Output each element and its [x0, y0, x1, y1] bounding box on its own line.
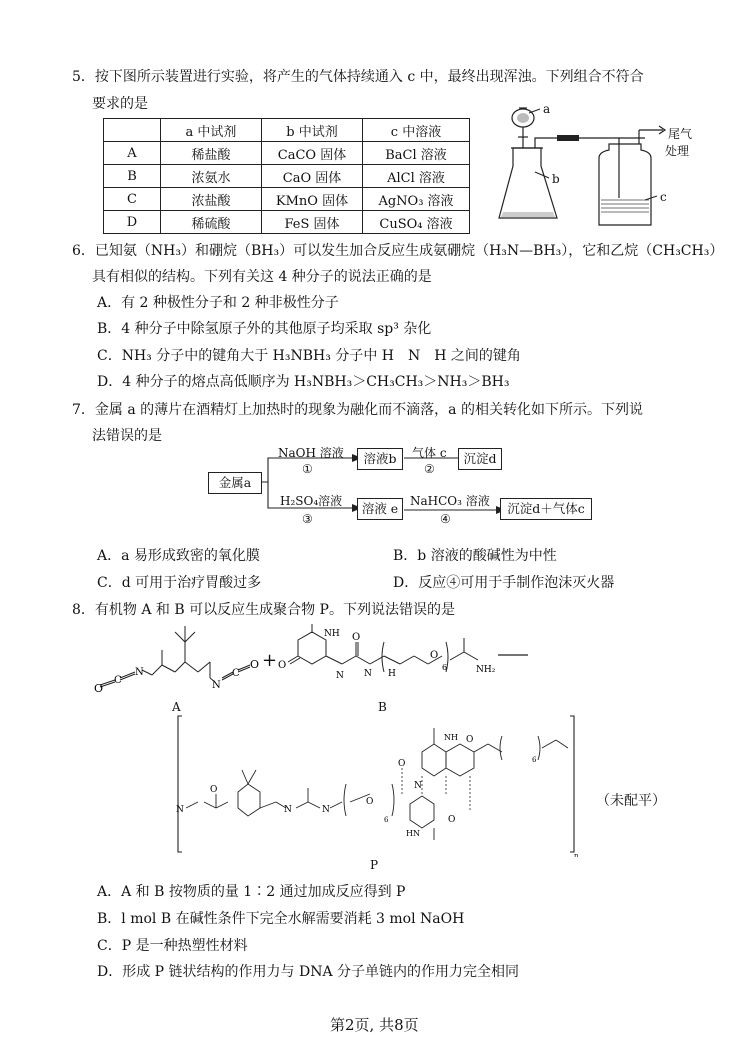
- flow-step-2: ②: [424, 462, 435, 476]
- svg-text:O: O: [94, 682, 104, 695]
- polymer-p-label: P: [370, 858, 379, 872]
- apparatus-label-b: b: [552, 172, 560, 186]
- polymer-p-diagram: [170, 712, 590, 857]
- table-cell: CuSO₄ 溶液: [363, 211, 470, 234]
- structure-a-diagram: [90, 620, 260, 700]
- flow-metal-a: 金属a: [208, 472, 262, 494]
- apparatus-diagram: [495, 100, 695, 230]
- table-header-cell: c 中溶液: [363, 119, 470, 142]
- svg-text:O: O: [250, 658, 260, 671]
- q6-option-a: A．有 2 种极性分子和 2 种非极性分子: [97, 295, 339, 311]
- apparatus-label-a: a: [543, 102, 551, 116]
- q6-option-c: C．NH₃ 分子中的键角大于 H₃NBH₃ 分子中 H N H 之间的键角: [97, 348, 521, 364]
- svg-text:6: 6: [384, 816, 389, 824]
- flow-gas-c: 气体 c: [412, 446, 447, 460]
- table-row: [104, 165, 470, 188]
- svg-text:6: 6: [532, 756, 537, 764]
- svg-text:N: N: [414, 781, 422, 791]
- q8-option-a: A．A 和 B 按物质的量 1∶2 通过加成反应得到 P: [97, 884, 406, 900]
- svg-text:O: O: [278, 660, 287, 671]
- flow-solution-e: 溶液 e: [357, 498, 403, 520]
- svg-text:O: O: [366, 797, 374, 807]
- table-cell: D: [104, 211, 161, 234]
- svg-text:HN: HN: [406, 829, 420, 838]
- flow-reagent-nahco3: NaHCO₃ 溶液: [410, 494, 490, 508]
- flow-reagent-naoh: NaOH 溶液: [278, 446, 344, 460]
- q6-option-b: B．4 种分子中除氢原子外的其他原子均采取 sp³ 杂化: [97, 321, 432, 337]
- q7-option-d: D．反应④可用于手制作泡沫灭火器: [393, 575, 615, 591]
- svg-text:C: C: [232, 668, 240, 679]
- q7-stem-line1: 7．金属 a 的薄片在酒精灯上加热时的现象为融化而不滴落，a 的相关转化如下所示。下列说: [72, 402, 643, 418]
- flow-step-3: ③: [302, 512, 313, 526]
- q7-option-a: A．a 易形成致密的氧化膜: [97, 548, 260, 564]
- svg-text:N: N: [176, 805, 184, 815]
- flow-product: 沉淀d＋气体c: [500, 498, 592, 520]
- table-row: [104, 142, 470, 165]
- tail-gas-label-1: 尾气: [668, 127, 693, 141]
- q8-stem: 8．有机物 A 和 B 可以反应生成聚合物 P。下列说法错误的是: [72, 602, 455, 618]
- svg-text:O: O: [466, 735, 474, 745]
- svg-text:O: O: [398, 759, 406, 769]
- q6-stem-line1: 6．已知氨（NH₃）和硼烷（BH₃）可以发生加合反应生成氨硼烷（H₃N—BH₃），它和乙烷（CH₃CH₃）: [72, 243, 724, 259]
- svg-text:O: O: [430, 650, 439, 661]
- reaction-arrow-icon: [496, 650, 536, 660]
- table-header-cell: b 中试剂: [262, 119, 363, 142]
- table-cell: KMnO 固体: [262, 188, 363, 211]
- table-cell: 浓盐酸: [161, 188, 262, 211]
- q7-option-b: B．b 溶液的酸碱性为中性: [393, 548, 557, 564]
- structure-b-label: B: [378, 700, 387, 714]
- page-footer: 第2页, 共8页: [330, 1016, 419, 1034]
- svg-text:N: N: [322, 805, 330, 815]
- table-cell: FeS 固体: [262, 211, 363, 234]
- svg-text:n: n: [574, 852, 579, 857]
- plus-sign-icon: +: [262, 650, 278, 671]
- table-cell: B: [104, 165, 161, 188]
- svg-text:O: O: [448, 815, 456, 825]
- flow-reagent-h2so4: H₂SO₄溶液: [280, 494, 343, 508]
- svg-text:N: N: [336, 671, 344, 681]
- svg-text:N: N: [135, 667, 144, 678]
- svg-text:H: H: [388, 669, 396, 679]
- q6-stem-line2: 具有相似的结构。下列有关这 4 种分子的说法正确的是: [92, 269, 432, 285]
- q5-table: [103, 118, 470, 234]
- table-row: [104, 211, 470, 234]
- apparatus-label-c: c: [660, 190, 667, 204]
- table-cell: 稀硫酸: [161, 211, 262, 234]
- table-cell: AlCl 溶液: [363, 165, 470, 188]
- table-cell: BaCl 溶液: [363, 142, 470, 165]
- rubber-tube-icon: [557, 135, 579, 141]
- table-header-cell: a 中试剂: [161, 119, 262, 142]
- table-cell: 稀盐酸: [161, 142, 262, 165]
- q7-option-c: C．d 可用于治疗胃酸过多: [97, 575, 262, 591]
- svg-text:N: N: [284, 805, 292, 815]
- q6-option-d: D．4 种分子的熔点高低顺序为 H₃NBH₃＞CH₃CH₃＞NH₃＞BH₃: [97, 374, 510, 390]
- table-row: [104, 188, 470, 211]
- table-cell: CaCO 固体: [262, 142, 363, 165]
- table-cell: C: [104, 188, 161, 211]
- table-header-cell: [104, 119, 161, 142]
- svg-text:NH: NH: [444, 733, 458, 742]
- table-header-row: [104, 119, 470, 142]
- flow-precipitate-d: 沉淀d: [458, 448, 502, 470]
- svg-text:6: 6: [442, 663, 448, 672]
- tail-gas-label-2: 处理: [665, 144, 690, 158]
- table-cell: 浓氨水: [161, 165, 262, 188]
- flow-step-1: ①: [302, 462, 313, 476]
- q8-option-b: B．l mol B 在碱性条件下完全水解需要消耗 3 mol NaOH: [97, 911, 465, 927]
- q5-stem-line2: 要求的是: [92, 96, 148, 112]
- svg-text:N: N: [212, 680, 221, 691]
- svg-text:NH: NH: [324, 629, 340, 639]
- svg-text:C: C: [114, 675, 122, 686]
- q5-stem-line1: 5．按下图所示装置进行实验，将产生的气体持续通入 c 中，最终出现浑浊。下列组合不符合: [72, 69, 644, 85]
- flow-step-4: ④: [440, 512, 451, 526]
- flow-solution-b: 溶液b: [357, 448, 403, 470]
- table-cell: CaO 固体: [262, 165, 363, 188]
- table-cell: A: [104, 142, 161, 165]
- unbalanced-note: （未配平）: [596, 793, 666, 809]
- q8-option-d: D．形成 P 链状结构的作用力与 DNA 分子单链内的作用力完全相同: [97, 964, 520, 980]
- q7-stem-line2: 法错误的是: [92, 428, 162, 444]
- svg-text:N: N: [364, 669, 372, 679]
- table-cell: AgNO₃ 溶液: [363, 188, 470, 211]
- svg-text:O: O: [352, 632, 361, 643]
- svg-text:NH₂: NH₂: [476, 665, 496, 675]
- q8-option-c: C．P 是一种热塑性材料: [97, 938, 248, 954]
- svg-text:O: O: [210, 785, 218, 795]
- structure-a-label: A: [172, 700, 181, 714]
- structure-b-diagram: [270, 622, 530, 692]
